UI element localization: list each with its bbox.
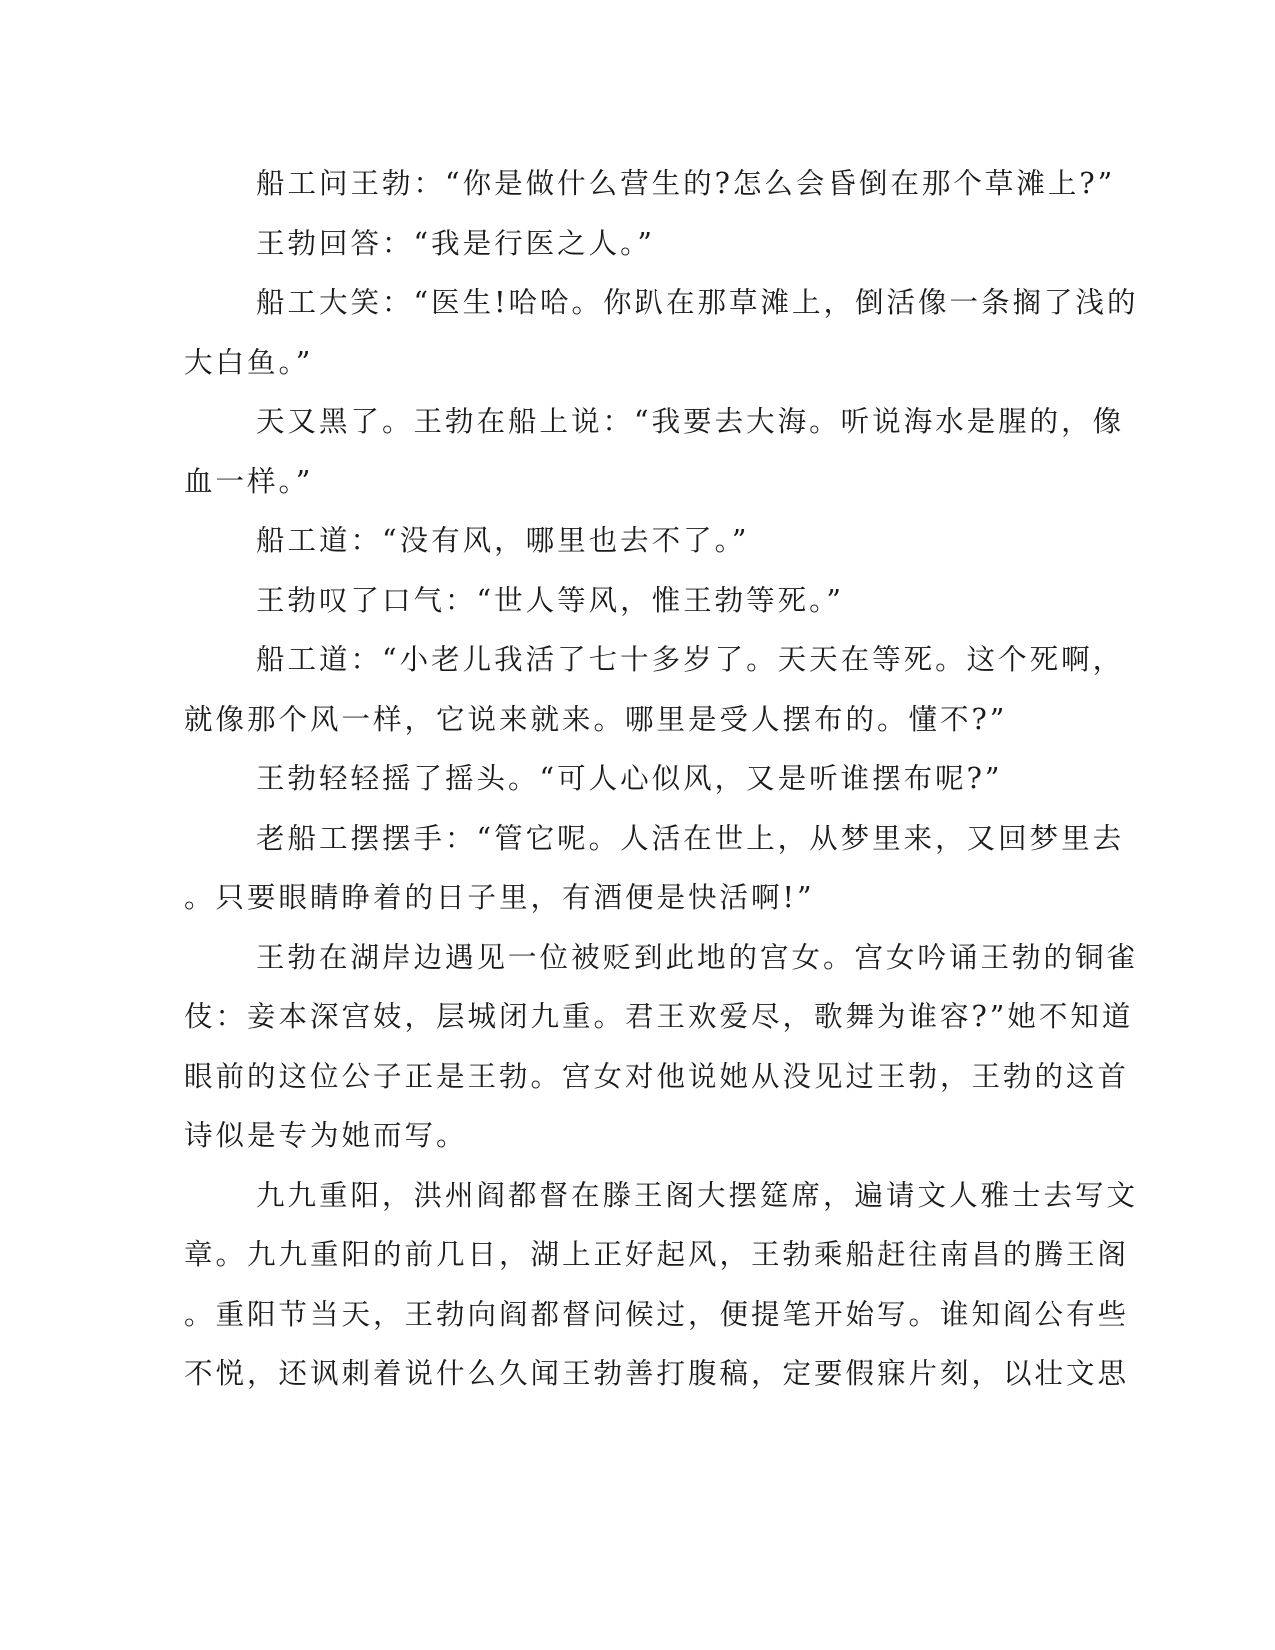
text-line: 章。九九重阳的前几日，湖上正好起风，王勃乘船赶往南昌的腾王阁: [184, 1238, 1130, 1271]
text-line: 诗似是专为她而写。: [184, 1119, 468, 1152]
text-line: 就像那个风一样，它说来就来。哪里是受人摆布的。懂不?”: [184, 702, 1008, 736]
text-line: 血一样。”: [184, 464, 314, 498]
text-line: 船工道：“没有风，哪里也去不了。”: [256, 524, 750, 557]
text-line: 。重阳节当天，王勃向阎都督问候过，便提笔开始写。谁知阎公有些: [184, 1297, 1130, 1331]
text-line: 九九重阳，洪州阎都督在滕王阁大摆筵席，遍请文人雅士去写文: [256, 1178, 1139, 1212]
text-line: 王勃轻轻摇了摇头。“可人心似风，又是听谁摆布呢?”: [256, 762, 1003, 795]
body-text: [184, 154, 1139, 1404]
text-line: 王勃叹了口气：“世人等风，惟王勃等死。”: [256, 583, 844, 617]
text-line: 不悦，还讽刺着说什么久闻王勃善打腹稿，定要假寐片刻，以壮文思: [184, 1357, 1130, 1390]
text-line: 老船工摆摆手：“管它呢。人活在世上，从梦里来，又回梦里去: [256, 821, 1125, 855]
text-line: 伎：妾本深宫妓，层城闭九重。君王欢爱尽，歌舞为谁容?”她不知道: [184, 1000, 1134, 1033]
text-line: 船工大笑：“医生!哈哈。你趴在那草滩上，倒活像一条搁了浅的: [256, 286, 1139, 319]
text-line: 王勃在湖岸边遇见一位被贬到此地的宫女。宫女吟诵王勃的铜雀: [256, 940, 1139, 974]
text-line: 王勃回答：“我是行医之人。”: [256, 226, 655, 260]
text-line: 。只要眼睛睁着的日子里，有酒便是快活啊!”: [184, 881, 815, 914]
text-line: 大白鱼。”: [184, 345, 314, 379]
text-line: 船工问王勃：“你是做什么营生的?怎么会昏倒在那个草滩上?”: [256, 167, 1116, 200]
text-line: 天又黑了。王勃在船上说：“我要去大海。听说海水是腥的，像: [256, 405, 1125, 438]
text-line: 船工道：“小老儿我活了七十多岁了。天天在等死。这个死啊，: [256, 643, 1125, 676]
text-line: 眼前的这位公子正是王勃。宫女对他说她从没见过王勃，王勃的这首: [184, 1059, 1130, 1093]
